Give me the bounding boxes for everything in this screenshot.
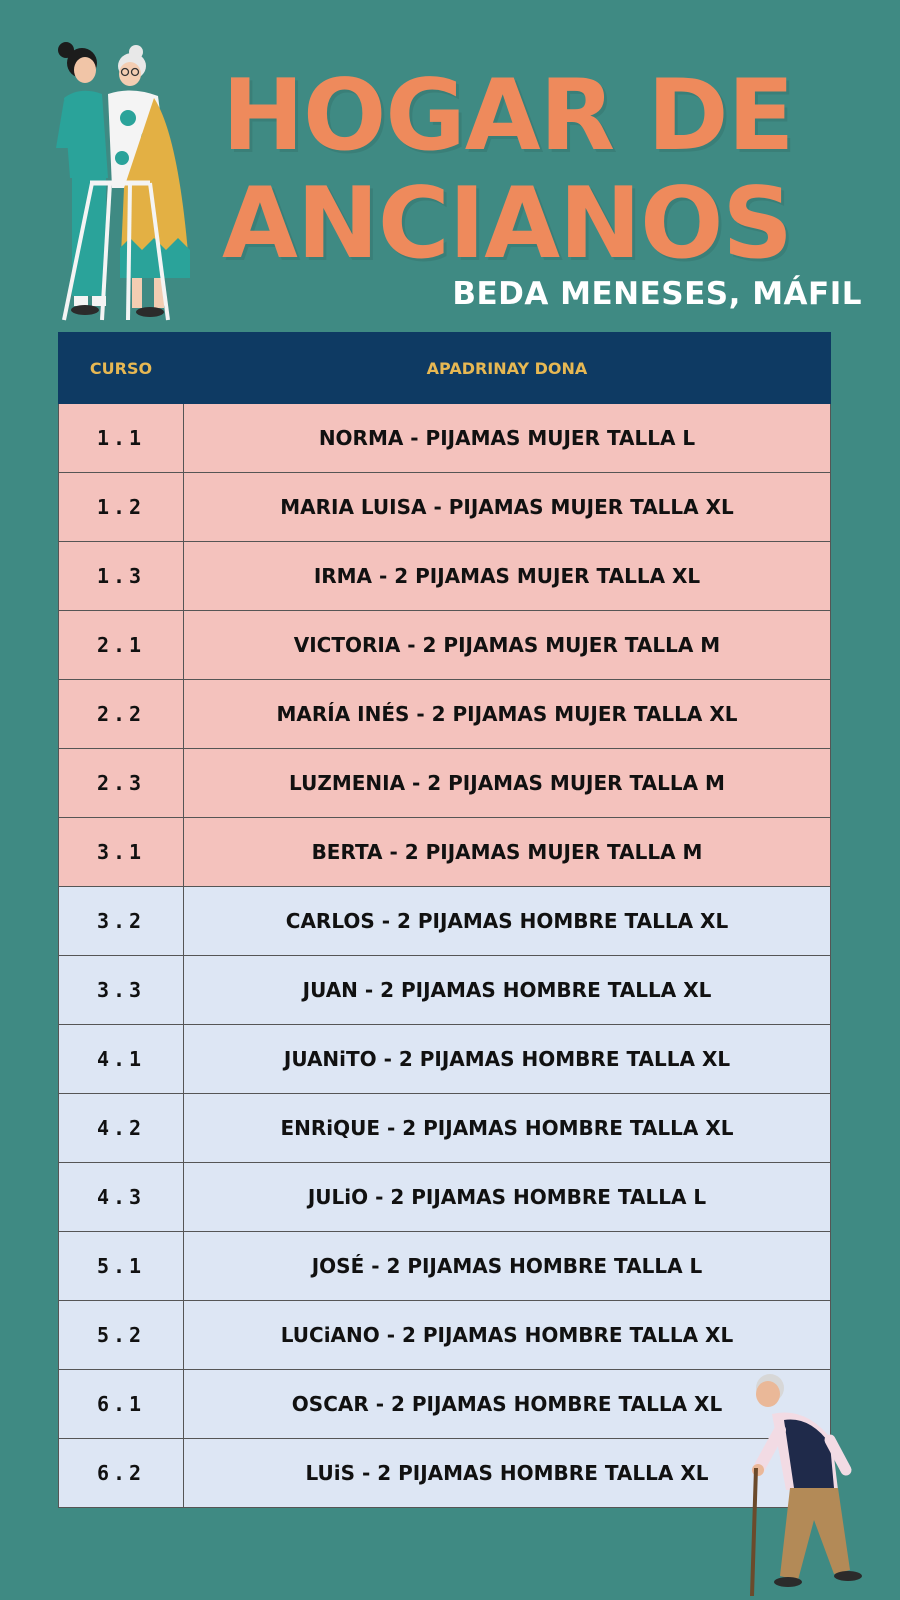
- curso-cell: 1.1: [59, 404, 184, 473]
- donation-cell: JULiO - 2 PIJAMAS HOMBRE TALLA L: [184, 1163, 831, 1232]
- donation-cell: VICTORIA - 2 PIJAMAS MUJER TALLA M: [184, 611, 831, 680]
- table-row: [59, 1025, 831, 1094]
- curso-cell: 6.1: [59, 1370, 184, 1439]
- title-line-1: HOGAR DE: [222, 59, 794, 173]
- subtitle-location: BEDA MENESES, MÁFIL: [452, 276, 862, 312]
- donation-cell: LUZMENIA - 2 PIJAMAS MUJER TALLA M: [184, 749, 831, 818]
- table-row: [59, 1370, 831, 1439]
- table-row: [59, 404, 831, 473]
- title-line-2: ANCIANOS: [222, 167, 792, 281]
- donation-cell: JOSÉ - 2 PIJAMAS HOMBRE TALLA L: [184, 1232, 831, 1301]
- elderly-man-with-cane-icon: [750, 1370, 895, 1598]
- table-row: [59, 887, 831, 956]
- donation-cell: OSCAR - 2 PIJAMAS HOMBRE TALLA XL: [184, 1370, 831, 1439]
- table-row: [59, 473, 831, 542]
- curso-cell: 2.1: [59, 611, 184, 680]
- donation-cell: LUiS - 2 PIJAMAS HOMBRE TALLA XL: [184, 1439, 831, 1508]
- table-row: [59, 1163, 831, 1232]
- curso-cell: 2.2: [59, 680, 184, 749]
- curso-cell: 6.2: [59, 1439, 184, 1508]
- curso-cell: 4.2: [59, 1094, 184, 1163]
- curso-cell: 3.3: [59, 956, 184, 1025]
- donation-table: [58, 332, 831, 1508]
- column-header-curso: CURSO: [59, 333, 184, 404]
- table-row: [59, 611, 831, 680]
- curso-cell: 3.1: [59, 818, 184, 887]
- donation-cell: MARIA LUISA - PIJAMAS MUJER TALLA XL: [184, 473, 831, 542]
- donation-cell: MARÍA INÉS - 2 PIJAMAS MUJER TALLA XL: [184, 680, 831, 749]
- curso-cell: 4.1: [59, 1025, 184, 1094]
- column-header-apadrina: APADRINAY DONA: [184, 333, 831, 404]
- table-row: [59, 1232, 831, 1301]
- curso-cell: 1.2: [59, 473, 184, 542]
- table-row: [59, 1094, 831, 1163]
- donation-cell: JUAN - 2 PIJAMAS HOMBRE TALLA XL: [184, 956, 831, 1025]
- table-row: [59, 956, 831, 1025]
- table-row: [59, 542, 831, 611]
- donation-cell: LUCiANO - 2 PIJAMAS HOMBRE TALLA XL: [184, 1301, 831, 1370]
- curso-cell: 2.3: [59, 749, 184, 818]
- curso-cell: 5.1: [59, 1232, 184, 1301]
- curso-cell: 1.3: [59, 542, 184, 611]
- donation-cell: ENRiQUE - 2 PIJAMAS HOMBRE TALLA XL: [184, 1094, 831, 1163]
- donation-cell: CARLOS - 2 PIJAMAS HOMBRE TALLA XL: [184, 887, 831, 956]
- table-header-row: [59, 333, 831, 404]
- table-row: [59, 1439, 831, 1508]
- donation-cell: JUANiTO - 2 PIJAMAS HOMBRE TALLA XL: [184, 1025, 831, 1094]
- curso-cell: 3.2: [59, 887, 184, 956]
- donation-cell: BERTA - 2 PIJAMAS MUJER TALLA M: [184, 818, 831, 887]
- table-row: [59, 680, 831, 749]
- donation-cell: NORMA - PIJAMAS MUJER TALLA L: [184, 404, 831, 473]
- donation-cell: IRMA - 2 PIJAMAS MUJER TALLA XL: [184, 542, 831, 611]
- curso-cell: 5.2: [59, 1301, 184, 1370]
- curso-cell: 4.3: [59, 1163, 184, 1232]
- caregiver-with-elderly-woman-icon: [50, 38, 210, 330]
- table-row: [59, 1301, 831, 1370]
- page-title: [222, 59, 794, 281]
- table-row: [59, 818, 831, 887]
- table-row: [59, 749, 831, 818]
